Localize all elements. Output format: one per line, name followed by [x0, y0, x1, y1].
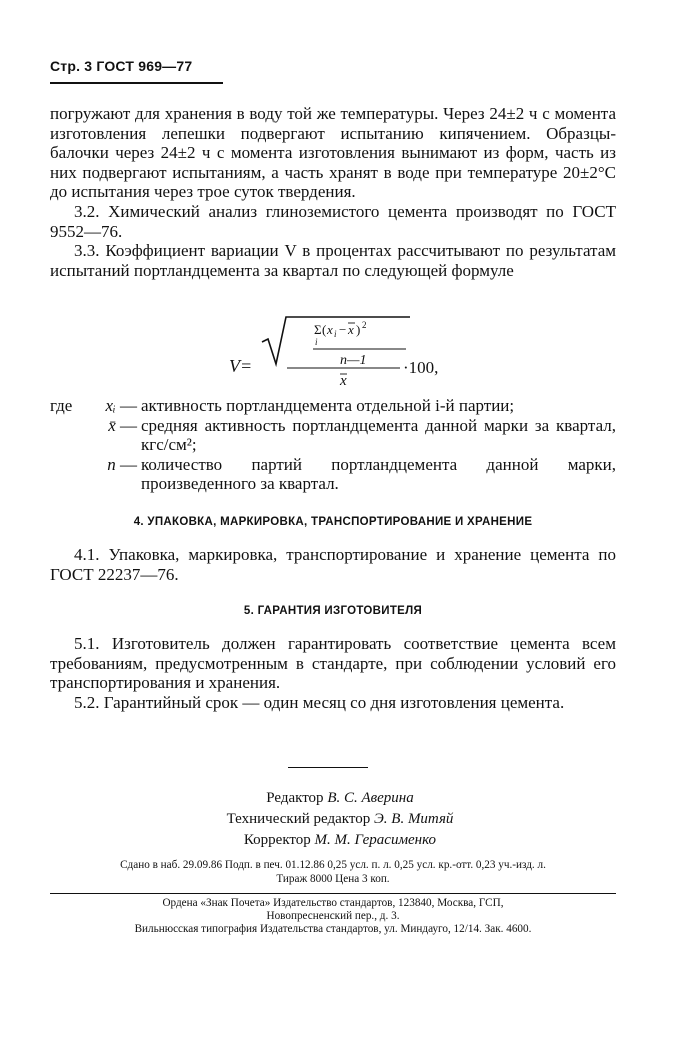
where-row [50, 396, 616, 416]
body-text-top [50, 104, 616, 280]
separator-rule [288, 767, 368, 768]
imprint-line-3: Ордена «Знак Почета» Издательство стандартов, 123840, Москва, ГСП, [162, 897, 504, 909]
sum-index: i [315, 337, 318, 347]
credit-editor: Редактор В. С. Аверина [266, 790, 414, 806]
paragraph-5-1: 5.1. Изготовитель должен гарантировать соответствие цемента всем требованиям, предусмотренным в стандарте, при соблюдении условий его транспортирования и хранения. [50, 634, 616, 693]
running-head-rule [50, 82, 223, 84]
radical-sign [262, 317, 410, 364]
inner-denominator: n—1 [340, 353, 367, 368]
term-close: ) [356, 322, 361, 337]
where-definition: активность портландцемента отдельной i-й партии; [141, 396, 515, 415]
imprint-line-5: Вильнюсская типография Издательства стандартов, ул. Миндауго, 12/14. Зак. 4600. [134, 923, 532, 935]
credit-tech-editor: Технический редактор Э. В. Митяй [226, 811, 454, 827]
formula-multiplier: ·100, [403, 358, 439, 377]
paragraph-3-2: 3.2. Химический анализ глиноземистого цемента производят по ГОСТ 9552—76. [50, 201, 616, 241]
formula-lhs: V= [229, 356, 253, 376]
variation-coefficient-formula [0, 312, 700, 387]
paragraph-3-3: 3.3. Коэффициент вариации V в процентах рассчитывают по результатам испытаний портландцемента за квартал по следующей формуле [50, 241, 616, 280]
imprint-line-1: Сдано в наб. 29.09.86 Подп. в печ. 01.12.86 0,25 усл. п. л. 0,25 усл. кр.-отт. 0,23 уч.-изд. л. [120, 859, 546, 871]
imprint-line-2: Тираж 8000 Цена 3 коп. [276, 873, 390, 885]
paragraph-5-2: 5.2. Гарантийный срок — один месяц со дня изготовления цемента. [74, 692, 565, 712]
credit-corrector: Корректор М. М. Герасименко [243, 832, 437, 848]
section-4-body [50, 545, 616, 584]
term-minus: − [339, 322, 347, 337]
section-5-title: 5. ГАРАНТИЯ ИЗГОТОВИТЕЛЯ [243, 605, 423, 617]
where-symbol: xᵢ — [105, 396, 137, 415]
term-x-bar: x [348, 322, 354, 337]
where-definitions [50, 396, 616, 494]
imprint-rule [50, 893, 616, 894]
running-head: Стр. 3 ГОСТ 969—77 [50, 58, 193, 74]
term-sub-i: i [334, 329, 337, 339]
main-denominator: x [340, 373, 347, 387]
section-4-title: 4. УПАКОВКА, МАРКИРОВКА, ТРАНСПОРТИРОВАНИЕ И ХРАНЕНИЕ [133, 516, 533, 528]
where-row [50, 455, 616, 494]
sum-symbol: Σ [314, 322, 322, 337]
term-open: ( [322, 322, 327, 337]
paragraph-4-1: 4.1. Упаковка, маркировка, транспортирование и хранение цемента по ГОСТ 22237—76. [50, 545, 616, 584]
term-power: 2 [362, 320, 367, 330]
where-lead: где [50, 396, 73, 415]
where-row [50, 416, 616, 455]
where-definition: средняя активность портландцемента данной марки за квартал, кгс/см²; [141, 415, 616, 455]
where-definition: количество партий портландцемента данной марки, произведенного за квартал. [141, 454, 616, 494]
paragraph-intro: погружают для хранения в воду той же температуры. Через 24±2 ч с момента изготовления лепешки подвергают испытанию кипячением. Образцы-балочки через 24±2 ч с момента изготовления вынимают из форм, часть из них подвергают испытаниям, а часть хранят в воде при температуре 20±2°С до испытания через трое суток твердения. [50, 104, 616, 202]
credits-block [200, 788, 480, 851]
term-x-i: x [327, 322, 333, 337]
imprint-line-4: Новопресненский пер., д. 3. [266, 910, 400, 922]
where-symbol: n — [107, 454, 137, 474]
where-symbol: x̄ — [108, 415, 137, 435]
section-5-body [50, 634, 616, 712]
